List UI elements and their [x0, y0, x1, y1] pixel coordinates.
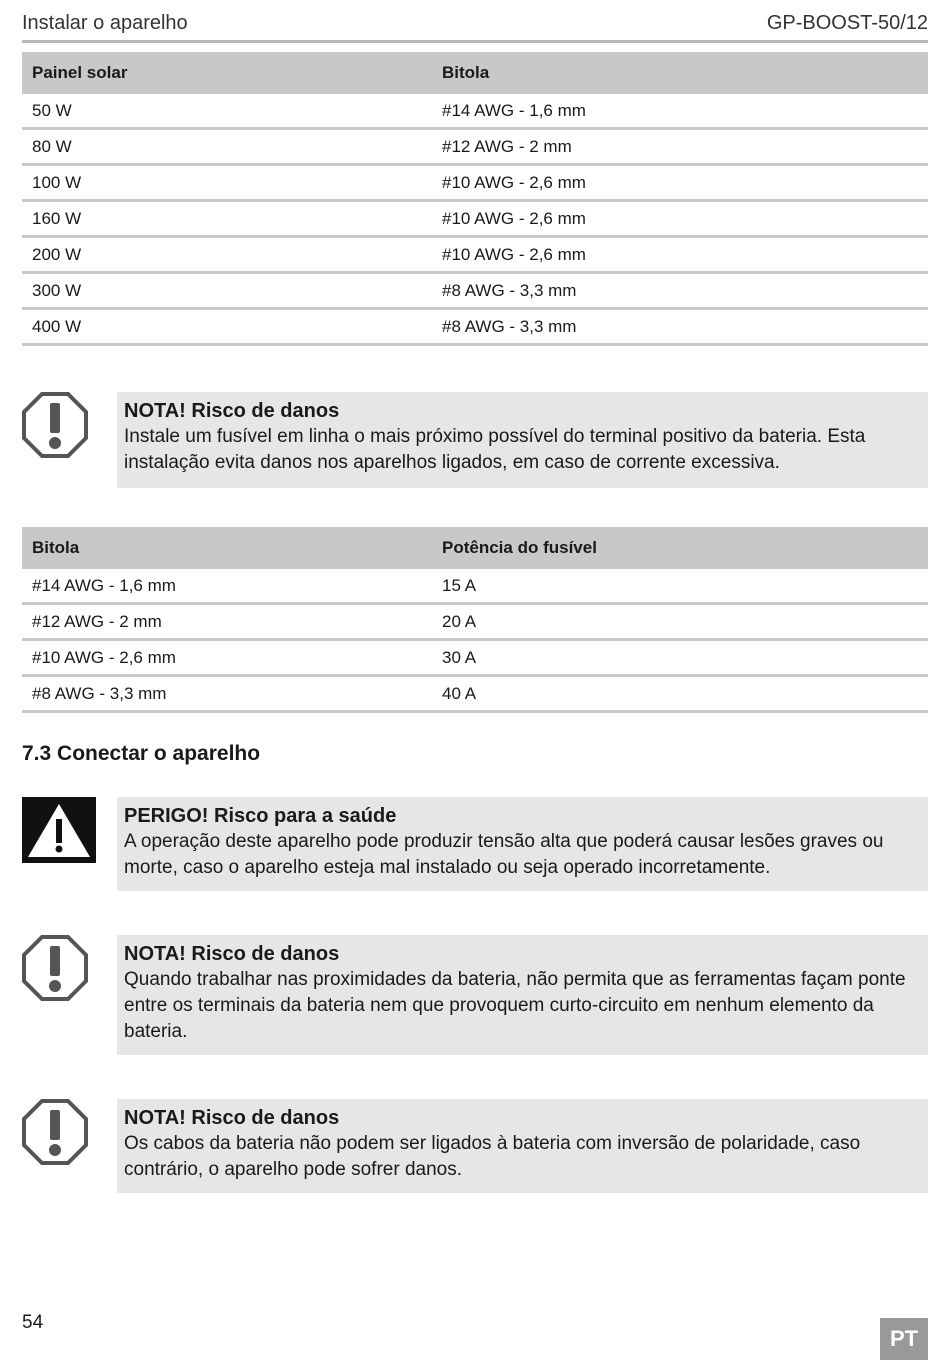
table-cell: #10 AWG - 2,6 mm — [22, 640, 432, 676]
gauge-fuse-table — [22, 527, 928, 713]
notice-icon — [22, 1099, 88, 1165]
table-header-row — [22, 527, 928, 569]
notice-icon — [22, 392, 88, 458]
notice-title: NOTA! Risco de danos — [124, 400, 340, 422]
table-cell: 200 W — [22, 237, 432, 273]
table-row — [22, 309, 928, 345]
table-cell: #8 AWG - 3,3 mm — [432, 273, 928, 309]
warning-triangle-icon — [22, 797, 96, 863]
table-row — [22, 604, 928, 640]
notice-box — [117, 935, 928, 1055]
table-cell: #8 AWG - 3,3 mm — [432, 309, 928, 345]
table-cell: 40 A — [432, 676, 928, 712]
column-header: Bitola — [432, 52, 928, 94]
notice-box — [117, 392, 928, 488]
table-cell: 80 W — [22, 129, 432, 165]
danger-title: PERIGO! Risco para a saúde — [124, 805, 397, 827]
table-row — [22, 569, 928, 604]
notice-text: Quando trabalhar nas proximidades da bateria, não permita que as ferramentas façam ponte entre os terminais da bateria nem que provoquem curto-circuito em nenhum elemento da bateria. — [124, 969, 906, 1042]
danger-box — [117, 797, 928, 891]
table-cell: 160 W — [22, 201, 432, 237]
column-header: Painel solar — [22, 52, 432, 94]
table-cell: 300 W — [22, 273, 432, 309]
notice-title: NOTA! Risco de danos — [124, 1107, 340, 1129]
page-header — [22, 8, 928, 43]
notice-icon — [22, 935, 88, 1001]
column-header: Bitola — [22, 527, 432, 569]
table-cell: #12 AWG - 2 mm — [432, 129, 928, 165]
table-cell: 15 A — [432, 569, 928, 604]
table-header-row — [22, 52, 928, 94]
notice-title: NOTA! Risco de danos — [124, 943, 340, 965]
table-cell: 100 W — [22, 165, 432, 201]
table-row — [22, 273, 928, 309]
table-cell: #10 AWG - 2,6 mm — [432, 201, 928, 237]
table-cell: #10 AWG - 2,6 mm — [432, 165, 928, 201]
table-cell: #14 AWG - 1,6 mm — [432, 94, 928, 129]
table-row — [22, 676, 928, 712]
table-cell: #10 AWG - 2,6 mm — [432, 237, 928, 273]
table-cell: #14 AWG - 1,6 mm — [22, 569, 432, 604]
table-cell: #8 AWG - 3,3 mm — [22, 676, 432, 712]
notice-text: Os cabos da bateria não podem ser ligados à bateria com inversão de polaridade, caso contrário, o aparelho pode sofrer danos. — [124, 1133, 861, 1180]
table-cell: #12 AWG - 2 mm — [22, 604, 432, 640]
table-row — [22, 237, 928, 273]
table-cell: 30 A — [432, 640, 928, 676]
notice-text: Instale um fusível em linha o mais próximo possível do terminal positivo da bateria. Esta instalação evita danos nos aparelhos ligados, em caso de corrente excessiva. — [124, 426, 866, 473]
table-cell: 20 A — [432, 604, 928, 640]
solar-panel-gauge-table — [22, 52, 928, 346]
table-row — [22, 129, 928, 165]
section-heading: 7.3 Conectar o aparelho — [22, 742, 261, 765]
table-row — [22, 640, 928, 676]
table-row — [22, 165, 928, 201]
table-cell: 400 W — [22, 309, 432, 345]
header-model-name: GP-BOOST-50/12 — [766, 12, 928, 34]
table-row — [22, 94, 928, 129]
column-header: Potência do fusível — [432, 527, 928, 569]
notice-box — [117, 1099, 928, 1193]
table-cell: 50 W — [22, 94, 432, 129]
language-badge: PT — [880, 1318, 928, 1360]
danger-text: A operação deste aparelho pode produzir tensão alta que poderá causar lesões graves ou morte, caso o aparelho esteja mal instalado ou seja operado incorretamente. — [124, 831, 884, 878]
header-section-title: Instalar o aparelho — [22, 12, 188, 34]
table-row — [22, 201, 928, 237]
page-number: 54 — [22, 1312, 44, 1333]
